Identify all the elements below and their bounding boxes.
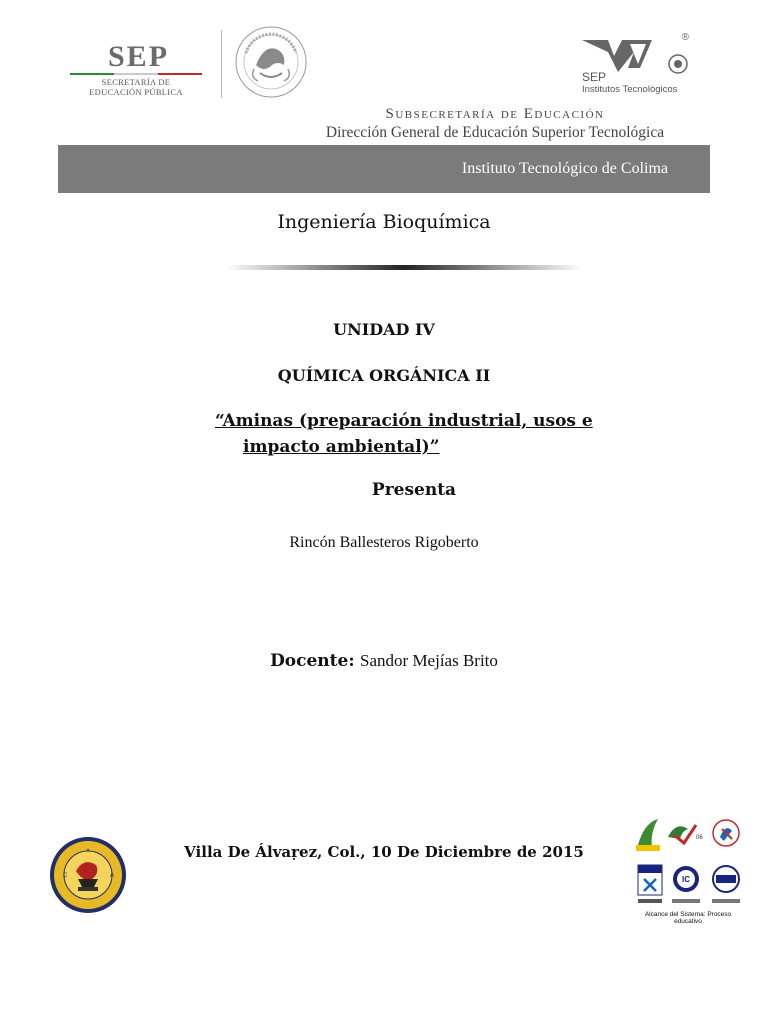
- mexican-coat-of-arms-icon: [234, 25, 308, 99]
- sep-logo-word: SEP: [108, 40, 170, 73]
- svg-text:06: 06: [696, 835, 703, 841]
- subsecretaria-heading: Subsecretaría de Educación: [385, 106, 605, 122]
- place-date: Villa De Álvaṛez, Col., 10 De Diciembre de 2015: [184, 843, 584, 861]
- decorative-rule: [225, 265, 583, 270]
- certification-caption: Alcance del Sistema: Proceso educativo: [644, 911, 732, 925]
- tema-line2: impacto ambiental)”: [243, 437, 440, 457]
- sep-logo: [70, 40, 205, 100]
- certification-logos: [632, 815, 744, 925]
- sep-logo-subtitle-line1: SECRETARÍA DE: [101, 77, 171, 87]
- docente-name: Sandor Mejías Brito: [360, 651, 498, 670]
- tema-title: [215, 408, 615, 460]
- student-name: Rincón Ballesteros Rigoberto: [289, 534, 479, 551]
- registered-mark: ®: [681, 32, 689, 43]
- docente-line: [0, 651, 768, 671]
- it-logo-name: Institutos Tecnológicos: [582, 84, 678, 95]
- instituto-tecnologico-logo: [578, 32, 693, 100]
- itc-seal-icon: [48, 835, 128, 915]
- instituto-band: [58, 145, 710, 193]
- materia-label: QUÍMICA ORGÁNICA II: [277, 366, 491, 385]
- sep-logo-subtitle-line2: EDUCACIÓN PÚBLICA: [89, 87, 183, 97]
- header-divider: [221, 30, 222, 98]
- presenta-label: Presenta: [371, 480, 457, 500]
- certification-logos-icon: [632, 815, 744, 915]
- svg-text:C: C: [63, 873, 68, 879]
- career-title: Ingeniería Bioquímica: [277, 211, 491, 233]
- it-logo-sep: SEP: [582, 70, 607, 84]
- svg-text:•: •: [86, 848, 90, 854]
- svg-text:A: A: [110, 873, 115, 879]
- svg-text:IC: IC: [682, 875, 690, 884]
- instituto-tecnologico-icon: [578, 34, 693, 74]
- instituto-name: Instituto Tecnológico de Colima: [461, 160, 668, 177]
- sep-logo-stripe: [70, 73, 202, 75]
- direccion-heading: Dirección General de Educación Superior Tecnológica: [325, 124, 665, 141]
- unidad-label: UNIDAD IV: [333, 320, 435, 339]
- docente-label: Docente:: [270, 651, 355, 671]
- sep-logo-subtitle: [70, 77, 202, 97]
- tema-line1: “Aminas (preparación industrial, usos e: [215, 411, 593, 431]
